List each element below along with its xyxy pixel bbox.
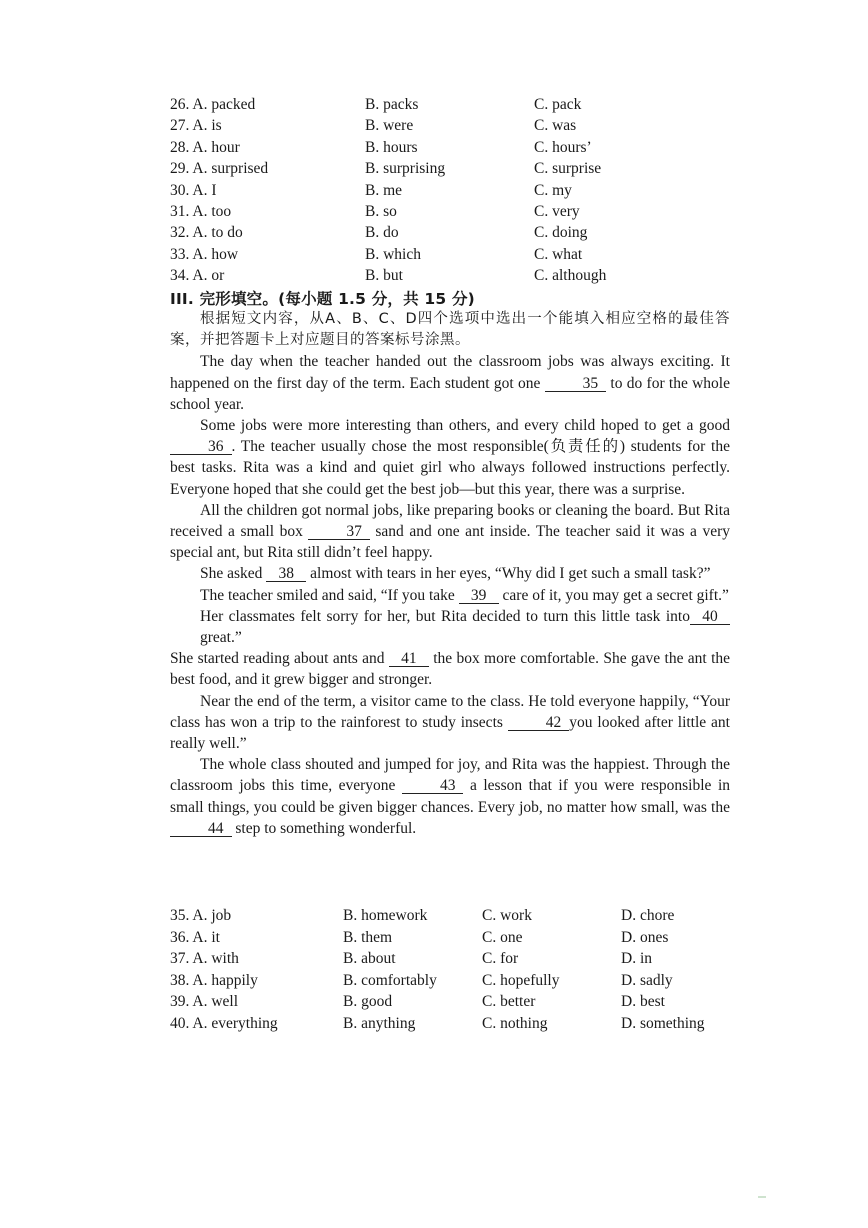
option-c: C. pack: [534, 96, 582, 113]
blank-40: 40: [690, 609, 730, 625]
option-a: 39. A. well: [170, 993, 239, 1010]
cloze-passage: [170, 309, 730, 839]
paragraph-5: The teacher smiled and said, “If you take 39 care of it, you may get a secret gift.”: [200, 586, 729, 604]
paragraph-9: The whole class shouted and jumped for joy, and Rita was the happiest. Through the classroom jobs this time, everyone 43 a lesson that if you were responsible in small things, you could be given bigger chances. Every job, no matter how small, was the 44 step to something wonderful.: [170, 756, 730, 837]
option-a: 34. A. or: [170, 267, 225, 285]
section-instruction: 根据短文内容，从A、B、C、D四个选项中选出一个能填入相应空格的最佳答案，并把答题卡上对应题目的答案标号涂黑。: [170, 311, 730, 349]
option-row-30: [170, 180, 770, 201]
option-row-37: [170, 948, 770, 970]
option-a: 32. A. to do: [170, 224, 243, 242]
option-b: B. were: [365, 117, 414, 135]
section-heading: III. 完形填空。(每小题 1.5 分，共 15 分): [170, 290, 475, 308]
option-b: B. anything: [343, 1014, 416, 1032]
option-c: C. work: [482, 907, 532, 924]
option-a: 29. A. surprised: [170, 160, 269, 178]
option-row-27: [170, 115, 770, 136]
blank-42: 42: [508, 715, 570, 731]
paragraph-7: She started reading about ants and 41 the box more comfortable. She gave the ant the best food, and it grew bigger and stronger.: [170, 650, 731, 689]
paragraph-3: All the children got normal jobs, like preparing books or cleaning the board. But Rita received a small box 37 sand and one ant inside. The teacher said it was a very special ant, but Rita still didn’t feel happy.: [170, 501, 730, 562]
option-d: D. in: [621, 950, 652, 967]
option-b: B. do: [365, 224, 399, 242]
options-35-40: [170, 905, 770, 1034]
paragraph-6: Her classmates felt sorry for her, but Rita decided to turn this little task into 40 great.”: [170, 606, 730, 648]
paragraph-2: Some jobs were more interesting than others, and every child hoped to get a good36 . The teacher usually chose the most responsible(负责任的) students for the best tasks. Rita was a kind and quiet girl who always followed instructions perfectly. Everyone hoped that she could get the best job—but this year, there was a surprise.: [170, 417, 730, 498]
blank-35: 35: [545, 376, 607, 392]
option-row-39: [170, 991, 770, 1013]
blank-43: 43: [402, 778, 464, 794]
blank-39: 39: [459, 588, 499, 604]
option-a: 30. A. I: [170, 181, 217, 199]
blank-37: 37: [308, 524, 370, 540]
option-a: 37. A. with: [170, 950, 239, 967]
option-row-26: [170, 94, 770, 115]
option-row-29: [170, 158, 770, 179]
blank-44: 44: [170, 821, 232, 837]
option-c: C. surprise: [534, 160, 602, 178]
option-c: C. although: [534, 267, 607, 285]
blank-41: 41: [389, 651, 429, 667]
option-a: 38. A. happily: [170, 971, 258, 989]
option-row-32: [170, 222, 770, 243]
option-d: D. best: [621, 993, 665, 1010]
option-b: B. them: [343, 928, 393, 946]
option-b: B. homework: [343, 907, 428, 924]
option-d: D. chore: [621, 907, 675, 924]
option-c: C. hours’: [534, 138, 592, 156]
option-b: B. but: [365, 267, 403, 285]
option-c: C. nothing: [482, 1014, 548, 1032]
option-b: B. good: [343, 993, 393, 1010]
option-row-35: [170, 905, 770, 927]
paragraph-1: The day when the teacher handed out the classroom jobs was always exciting. It happened on the first day of the term. Each student got one 35 to do for the whole school year.: [170, 353, 730, 413]
option-c: C. very: [534, 202, 580, 220]
option-b: B. hours: [365, 138, 418, 156]
option-b: B. so: [365, 202, 397, 220]
option-a: 27. A. is: [170, 117, 222, 135]
option-row-34: [170, 265, 770, 286]
option-b: B. surprising: [365, 160, 446, 178]
option-c: C. doing: [534, 224, 588, 242]
option-a: 26. A. packed: [170, 96, 256, 113]
option-a: 33. A. how: [170, 245, 239, 263]
options-26-34: [170, 94, 770, 287]
option-c: C. for: [482, 950, 519, 967]
option-row-40: [170, 1013, 770, 1035]
paragraph-4: She asked 38 almost with tears in her eyes, “Why did I get such a small task?”: [200, 565, 711, 583]
option-row-36: [170, 927, 770, 949]
option-c: C. hopefully: [482, 971, 560, 989]
option-b: B. comfortably: [343, 971, 437, 989]
option-a: 31. A. too: [170, 202, 232, 220]
option-a: 40. A. everything: [170, 1014, 278, 1032]
option-a: 28. A. hour: [170, 138, 240, 156]
option-b: B. which: [365, 245, 421, 263]
option-b: B. about: [343, 950, 396, 967]
blank-38: 38: [266, 566, 306, 582]
scan-artifact: [758, 1196, 766, 1198]
option-row-31: [170, 201, 770, 222]
option-row-33: [170, 244, 770, 265]
option-row-28: [170, 137, 770, 158]
option-c: C. what: [534, 245, 583, 263]
option-c: C. one: [482, 928, 523, 946]
option-d: D. ones: [621, 928, 669, 946]
option-c: C. better: [482, 993, 536, 1010]
option-a: 36. A. it: [170, 928, 220, 946]
option-a: 35. A. job: [170, 907, 232, 924]
option-d: D. sadly: [621, 971, 673, 989]
blank-36: 36: [170, 439, 232, 455]
option-c: C. was: [534, 117, 577, 135]
option-row-38: [170, 970, 770, 992]
option-b: B. packs: [365, 96, 419, 113]
paragraph-8: Near the end of the term, a visitor came to the class. He told everyone happily, “Your class has won a trip to the rainforest to study insects 42 you looked after little ant really well.”: [170, 692, 730, 753]
option-b: B. me: [365, 181, 403, 199]
option-d: D. something: [621, 1014, 705, 1032]
option-c: C. my: [534, 181, 572, 199]
